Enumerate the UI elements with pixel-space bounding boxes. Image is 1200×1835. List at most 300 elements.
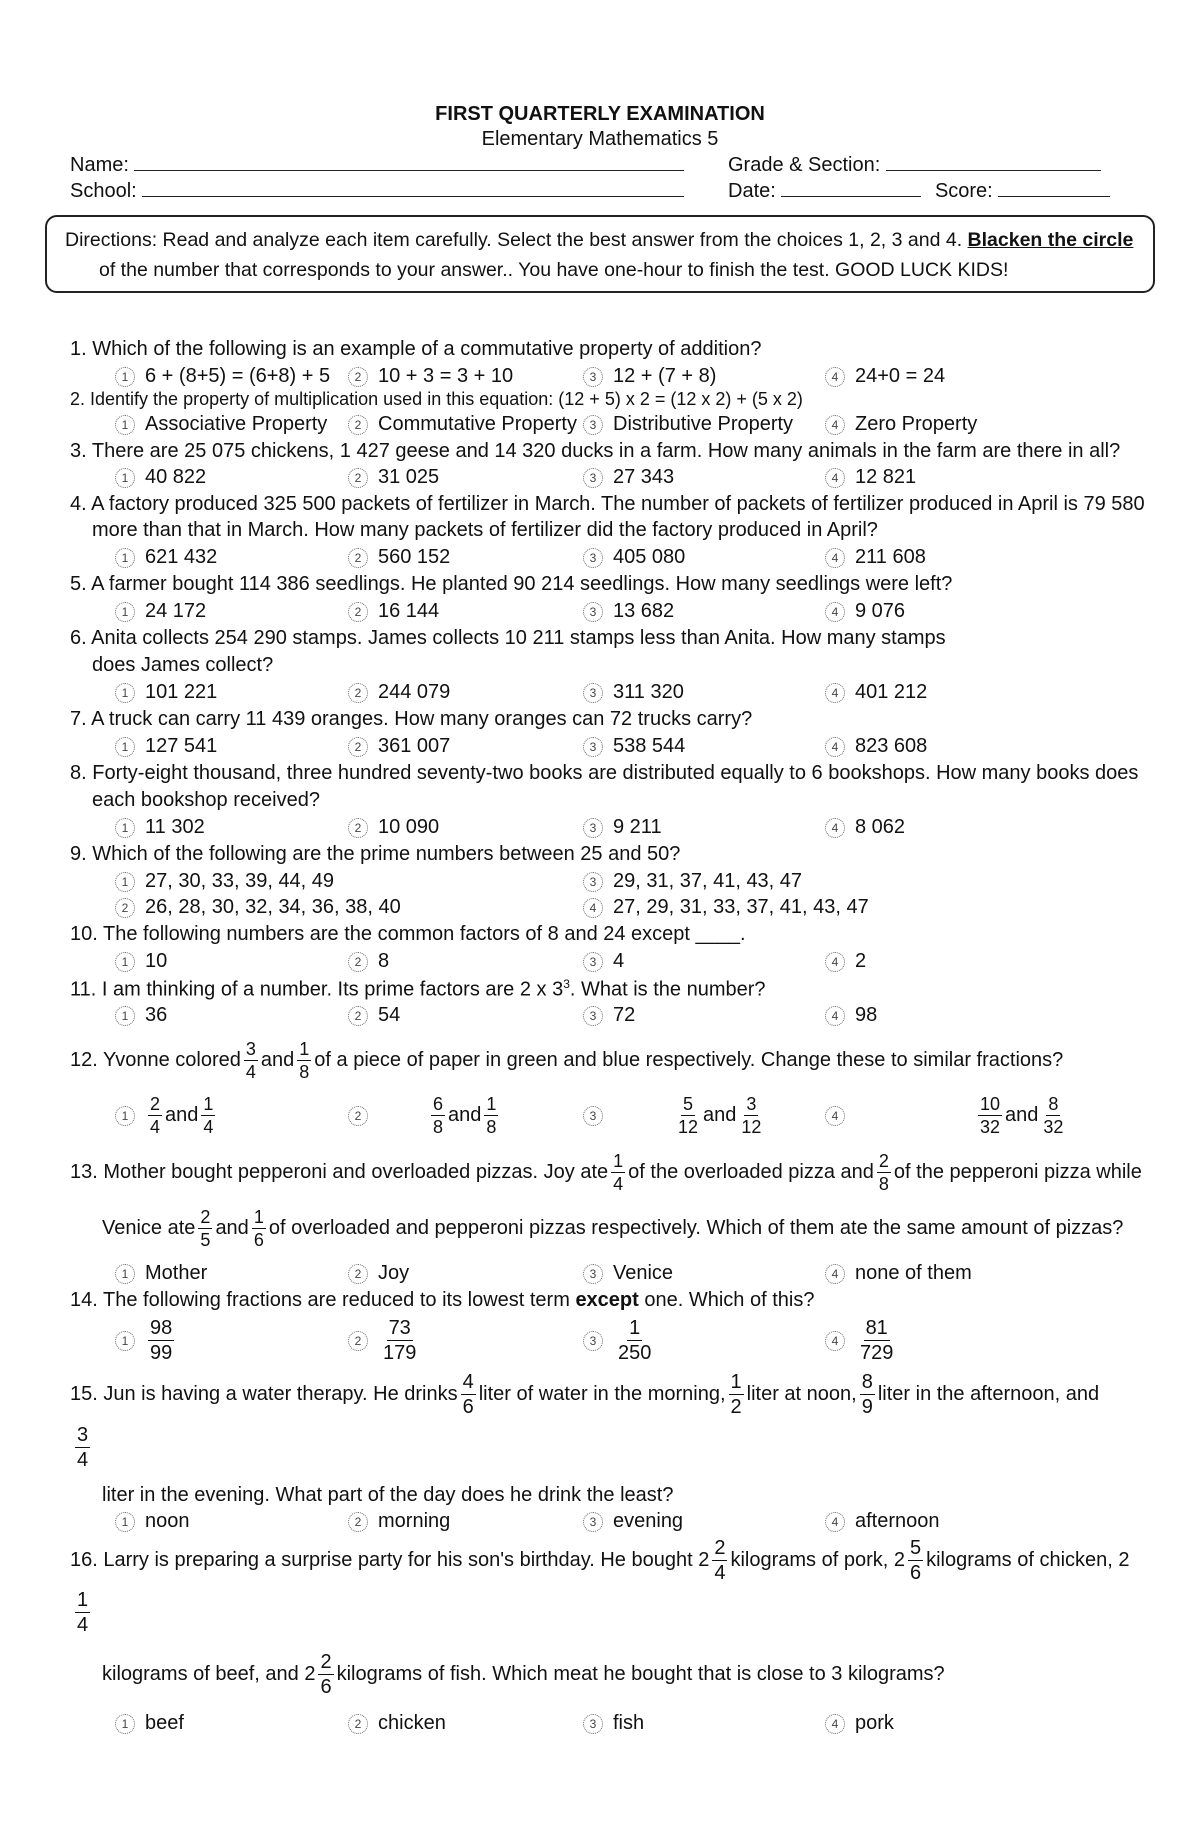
grade-section-line[interactable] — [886, 154, 1101, 171]
q9-option-4[interactable] — [583, 896, 869, 919]
numerator: 2 — [714, 1537, 726, 1559]
q16-trailing-fraction — [72, 1590, 93, 1635]
q5-option-2[interactable] — [348, 600, 439, 623]
answer-bubble[interactable]: 2 — [348, 1512, 368, 1532]
q9-option-3[interactable] — [583, 870, 802, 893]
q4-option-1[interactable] — [115, 546, 217, 569]
q15-trailing-fraction — [72, 1425, 93, 1470]
answer-bubble[interactable]: 4 — [825, 1331, 845, 1351]
q11-option-2[interactable] — [348, 1004, 400, 1027]
denominator: 32 — [980, 1117, 1001, 1137]
numerator: 2 — [200, 1207, 211, 1227]
option-text: 401 212 — [855, 681, 928, 703]
q5-option-3[interactable] — [583, 600, 674, 623]
answer-bubble[interactable]: 1 — [115, 952, 135, 972]
q3-option-4[interactable] — [825, 466, 916, 489]
grade-section-field[interactable] — [728, 154, 1101, 177]
option-text: 9 076 — [855, 600, 906, 622]
denominator: 4 — [77, 1449, 89, 1471]
fraction — [729, 1372, 744, 1417]
q3-option-1[interactable] — [115, 466, 206, 489]
denominator: 2 — [730, 1396, 742, 1418]
exam-title: FIRST QUARTERLY EXAMINATION — [435, 103, 765, 125]
option-text: Associative Property — [145, 413, 328, 435]
directions-line-1 — [65, 229, 1133, 252]
answer-bubble[interactable]: 2 — [348, 1714, 368, 1734]
question-2: 2. Identify the property of multiplication used in this equation: (12 + 5) x 2 = (12 x 2) + (5 x 2) — [70, 389, 803, 409]
q8-option-4[interactable] — [825, 816, 905, 839]
fraction — [712, 1538, 727, 1583]
answer-bubble[interactable]: 2 — [348, 1331, 368, 1351]
denominator: 8 — [433, 1117, 444, 1137]
school-label: School: — [70, 180, 137, 202]
q12-option-4[interactable] — [825, 1095, 1068, 1136]
exponent: 3 — [563, 977, 570, 991]
date-field[interactable] — [728, 180, 1110, 203]
answer-bubble[interactable]: 1 — [115, 602, 135, 622]
answer-bubble[interactable]: 2 — [115, 898, 135, 918]
q6-option-4[interactable] — [825, 681, 927, 704]
option-text: evening — [613, 1510, 684, 1532]
fraction — [75, 1590, 90, 1635]
q1-option-3[interactable] — [583, 365, 716, 388]
q9-option-1[interactable] — [115, 870, 334, 893]
exam-subtitle: Elementary Mathematics 5 — [481, 128, 719, 150]
fraction — [201, 1095, 215, 1136]
question-4-continued: more than that in March. How many packets of fertilizer did the factory produced in April? — [92, 519, 878, 541]
score-line[interactable] — [998, 180, 1110, 197]
numerator: 1 — [253, 1207, 264, 1227]
denominator: 4 — [77, 1614, 89, 1636]
option-text: 10 + 3 = 3 + 10 — [378, 365, 514, 387]
numerator: 3 — [77, 1424, 89, 1446]
question-10: 10. The following numbers are the common factors of 8 and 24 except ____. — [70, 923, 746, 945]
denominator: 9 — [861, 1396, 873, 1418]
option-text: 40 822 — [145, 466, 207, 488]
answer-bubble[interactable]: 3 — [583, 1512, 603, 1532]
answer-bubble[interactable]: 3 — [583, 468, 603, 488]
option-text: noon — [145, 1510, 190, 1532]
question-1: 1. Which of the following is an example of a commutative property of addition? — [70, 338, 762, 360]
answer-bubble[interactable]: 2 — [348, 602, 368, 622]
name-line[interactable] — [134, 154, 684, 171]
fraction — [148, 1318, 174, 1363]
option-text: Mother — [145, 1262, 208, 1284]
option-text: Joy — [378, 1262, 410, 1284]
fraction — [877, 1152, 891, 1193]
denominator: 12 — [741, 1117, 762, 1137]
fraction — [75, 1425, 90, 1470]
grade-section-label: Grade & Section: — [728, 154, 881, 176]
numerator: 98 — [150, 1317, 173, 1339]
option-text: pork — [855, 1712, 894, 1734]
answer-bubble[interactable]: 3 — [583, 683, 603, 703]
denominator: 8 — [486, 1117, 497, 1137]
denominator: 8 — [299, 1062, 310, 1082]
fraction — [908, 1538, 923, 1583]
question-5: 5. A farmer bought 114 386 seedlings. He planted 90 214 seedlings. How many seedlings were left? — [70, 573, 953, 595]
option-text: 24+0 = 24 — [855, 365, 946, 387]
fraction — [978, 1095, 1002, 1136]
directions-line-2: of the number that corresponds to your answer.. You have one-hour to finish the test. GOOD LUCK KIDS! — [99, 259, 1009, 281]
option-text: 54 — [378, 1004, 401, 1026]
answer-bubble[interactable]: 2 — [348, 952, 368, 972]
option-text: 10 090 — [378, 816, 440, 838]
q4-option-4[interactable] — [825, 546, 926, 569]
answer-bubble[interactable]: 3 — [583, 1106, 603, 1126]
q2-option-2[interactable] — [348, 413, 577, 436]
q11-option-1[interactable] — [115, 1004, 167, 1027]
q13-option-2[interactable] — [348, 1262, 409, 1285]
numerator: 6 — [433, 1094, 444, 1114]
denominator: 32 — [1043, 1117, 1064, 1137]
q16-option-3[interactable] — [583, 1712, 644, 1735]
question-text: of a piece of paper in green and blue respectively. Change these to similar fractions? — [314, 1049, 1064, 1071]
q13-option-1[interactable] — [115, 1262, 207, 1285]
answer-bubble[interactable]: 3 — [583, 737, 603, 757]
answer-bubble[interactable]: 2 — [348, 367, 368, 387]
q12-option-3[interactable] — [583, 1095, 766, 1136]
answer-bubble[interactable]: 3 — [583, 952, 603, 972]
question-8: 8. Forty-eight thousand, three hundred seventy-two books are distributed equally to 6 bookshops. How many books does — [70, 762, 1139, 784]
directions-text: Directions: Read and analyze each item carefully. Select the best answer from the choices 1, 2, 3 and 4. — [65, 229, 963, 251]
q15-option-2[interactable] — [348, 1510, 450, 1533]
numerator: 1 — [629, 1317, 641, 1339]
denominator: 12 — [678, 1117, 699, 1137]
answer-bubble[interactable]: 4 — [825, 737, 845, 757]
denominator: 4 — [203, 1117, 214, 1137]
q15-option-3[interactable] — [583, 1510, 683, 1533]
q14-option-1[interactable] — [115, 1318, 177, 1363]
q6-option-1[interactable] — [115, 681, 217, 704]
answer-bubble[interactable]: 1 — [115, 1331, 135, 1351]
option-text: 29, 31, 37, 41, 43, 47 — [613, 870, 803, 892]
answer-bubble[interactable]: 1 — [115, 1006, 135, 1026]
answer-bubble[interactable]: 4 — [825, 1714, 845, 1734]
answer-bubble[interactable]: 3 — [583, 1264, 603, 1284]
q10-option-3[interactable] — [583, 950, 624, 973]
fraction — [484, 1095, 498, 1136]
answer-bubble[interactable]: 1 — [115, 367, 135, 387]
question-text: kilograms of pork, 2 — [730, 1549, 905, 1571]
answer-bubble[interactable]: 1 — [115, 683, 135, 703]
fraction — [611, 1152, 625, 1193]
q6-option-2[interactable] — [348, 681, 450, 704]
option-text: fish — [613, 1712, 645, 1734]
answer-bubble[interactable]: 2 — [348, 683, 368, 703]
answer-bubble[interactable]: 3 — [583, 367, 603, 387]
q14-option-4[interactable] — [825, 1318, 898, 1363]
option-text: 98 — [855, 1004, 878, 1026]
question-16-continued — [102, 1652, 945, 1697]
answer-bubble[interactable]: 2 — [348, 818, 368, 838]
answer-bubble[interactable]: 4 — [825, 818, 845, 838]
q10-option-2[interactable] — [348, 950, 389, 973]
q16-option-2[interactable] — [348, 1712, 446, 1735]
question-text: Venice ate — [102, 1217, 196, 1239]
answer-bubble[interactable]: 1 — [115, 548, 135, 568]
question-6-continued: does James collect? — [92, 654, 274, 676]
answer-bubble[interactable]: 4 — [583, 898, 603, 918]
option-text: and — [703, 1104, 737, 1126]
numerator: 1 — [730, 1371, 742, 1393]
answer-bubble[interactable]: 2 — [348, 737, 368, 757]
denominator: 4 — [245, 1062, 256, 1082]
denominator: 4 — [150, 1117, 161, 1137]
question-8-continued: each bookshop received? — [92, 789, 320, 811]
option-text: 9 211 — [613, 816, 662, 838]
q10-option-1[interactable] — [115, 950, 167, 973]
answer-bubble[interactable]: 3 — [583, 818, 603, 838]
answer-bubble[interactable]: 3 — [583, 602, 603, 622]
q7-option-4[interactable] — [825, 735, 927, 758]
option-text: 16 144 — [378, 600, 440, 622]
fraction — [461, 1372, 476, 1417]
option-text: 12 821 — [855, 466, 917, 488]
question-text: 13. Mother bought pepperoni and overloaded pizzas. Joy ate — [70, 1161, 609, 1183]
q10-option-4[interactable] — [825, 950, 866, 973]
answer-bubble[interactable]: 3 — [583, 1714, 603, 1734]
fraction — [1041, 1095, 1065, 1136]
option-text: 244 079 — [378, 681, 451, 703]
option-text: morning — [378, 1510, 451, 1532]
q15-option-1[interactable] — [115, 1510, 190, 1533]
question-4: 4. A factory produced 325 500 packets of fertilizer in March. The number of packets of fertilizer produced in April is 79 580 — [70, 493, 1145, 515]
numerator: 3 — [245, 1039, 256, 1059]
denominator: 6 — [462, 1396, 474, 1418]
answer-bubble[interactable]: 4 — [825, 1006, 845, 1026]
q7-option-2[interactable] — [348, 735, 450, 758]
question-text: and — [215, 1217, 249, 1239]
option-text: 31 025 — [378, 466, 440, 488]
school-field[interactable] — [70, 180, 684, 203]
fraction — [244, 1040, 258, 1081]
answer-bubble[interactable]: 2 — [348, 1006, 368, 1026]
question-text: 11. I am thinking of a number. Its prime factors are 2 x 3 — [70, 978, 564, 1001]
fraction — [381, 1318, 418, 1363]
option-text: 36 — [145, 1004, 168, 1026]
answer-bubble[interactable]: 2 — [348, 468, 368, 488]
option-text: 6 + (8+5) = (6+8) + 5 — [145, 365, 331, 387]
option-text: chicken — [378, 1712, 446, 1734]
answer-bubble[interactable]: 1 — [115, 1106, 135, 1126]
answer-bubble[interactable]: 2 — [348, 1264, 368, 1284]
denominator: 5 — [200, 1230, 211, 1250]
denominator: 6 — [320, 1676, 332, 1698]
fraction — [297, 1040, 311, 1081]
answer-bubble[interactable]: 4 — [825, 1106, 845, 1126]
q12-option-2[interactable] — [348, 1095, 501, 1136]
question-text: liter in the afternoon, and — [877, 1383, 1100, 1405]
question-3: 3. There are 25 075 chickens, 1 427 geese and 14 320 ducks in a farm. How many animals in the farm are there in all? — [70, 440, 1121, 462]
answer-bubble[interactable]: 2 — [348, 1106, 368, 1126]
q4-option-2[interactable] — [348, 546, 450, 569]
question-15-continued: liter in the evening. What part of the day does he drink the least? — [102, 1484, 674, 1506]
fraction — [198, 1208, 212, 1249]
denominator: 6 — [253, 1230, 264, 1250]
fraction — [860, 1372, 875, 1417]
q16-option-4[interactable] — [825, 1712, 894, 1735]
denominator: 6 — [909, 1562, 922, 1584]
option-text: 11 302 — [145, 816, 205, 838]
option-text: Zero Property — [855, 413, 978, 435]
answer-bubble[interactable]: 4 — [825, 602, 845, 622]
question-16 — [70, 1538, 1130, 1583]
option-text: 72 — [613, 1004, 636, 1026]
answer-bubble[interactable]: 1 — [115, 1264, 135, 1284]
q14-option-3[interactable] — [583, 1318, 656, 1363]
question-text: 15. Jun is having a water therapy. He drinks — [70, 1383, 458, 1405]
question-13 — [70, 1152, 1142, 1193]
score-label: Score: — [934, 180, 993, 202]
q1-option-2[interactable] — [348, 365, 513, 388]
numerator: 5 — [683, 1094, 694, 1114]
numerator: 1 — [613, 1151, 624, 1171]
option-text: 10 — [145, 950, 168, 972]
name-label: Name: — [70, 154, 129, 176]
answer-bubble[interactable]: 4 — [825, 683, 845, 703]
answer-bubble[interactable]: 3 — [583, 1006, 603, 1026]
option-text: 4 — [613, 950, 625, 972]
answer-bubble[interactable]: 3 — [583, 548, 603, 568]
fraction — [252, 1208, 266, 1249]
answer-bubble[interactable]: 4 — [825, 468, 845, 488]
q7-option-1[interactable] — [115, 735, 217, 758]
answer-bubble[interactable]: 1 — [115, 468, 135, 488]
question-text: kilograms of fish. Which meat he bought that is close to 3 kilograms? — [336, 1663, 945, 1685]
q6-option-3[interactable] — [583, 681, 684, 704]
q2-option-3[interactable] — [583, 413, 793, 436]
name-field[interactable] — [70, 154, 684, 177]
answer-bubble[interactable]: 4 — [825, 1264, 845, 1284]
option-text: 621 432 — [145, 546, 218, 568]
denominator: 179 — [383, 1342, 417, 1364]
q12-option-1[interactable] — [115, 1095, 218, 1136]
numerator: 8 — [861, 1371, 873, 1393]
numerator: 1 — [299, 1039, 310, 1059]
q11-option-3[interactable] — [583, 1004, 635, 1027]
answer-bubble[interactable]: 4 — [825, 548, 845, 568]
denominator: 4 — [613, 1174, 624, 1194]
q3-option-3[interactable] — [583, 466, 674, 489]
question-11 — [70, 977, 766, 1002]
q1-option-4[interactable] — [825, 365, 945, 388]
answer-bubble[interactable]: 1 — [115, 1512, 135, 1532]
option-text: beef — [145, 1712, 184, 1734]
q5-option-4[interactable] — [825, 600, 905, 623]
answer-bubble[interactable]: 4 — [825, 952, 845, 972]
q11-option-4[interactable] — [825, 1004, 877, 1027]
fraction — [148, 1095, 162, 1136]
school-line[interactable] — [142, 180, 684, 197]
q16-option-1[interactable] — [115, 1712, 184, 1735]
question-text: 16. Larry is preparing a surprise party for his son's birthday. He bought 2 — [70, 1549, 710, 1571]
answer-bubble[interactable]: 3 — [583, 1331, 603, 1351]
q2-option-1[interactable] — [115, 413, 327, 436]
answer-bubble[interactable]: 4 — [825, 415, 845, 435]
answer-bubble[interactable]: 2 — [348, 548, 368, 568]
q8-option-1[interactable] — [115, 816, 205, 839]
answer-bubble[interactable]: 1 — [115, 415, 135, 435]
answer-bubble[interactable]: 1 — [115, 872, 135, 892]
numerator: 1 — [486, 1094, 497, 1114]
q8-option-2[interactable] — [348, 816, 439, 839]
answer-bubble[interactable]: 4 — [825, 367, 845, 387]
option-text: and — [1005, 1104, 1039, 1126]
option-text: 8 — [378, 950, 390, 972]
q7-option-3[interactable] — [583, 735, 685, 758]
directions-emphasis: Blacken the circle — [967, 229, 1134, 251]
answer-bubble[interactable]: 1 — [115, 818, 135, 838]
question-text: kilograms of beef, and 2 — [102, 1663, 316, 1685]
question-14 — [70, 1289, 814, 1312]
option-text: 24 172 — [145, 600, 207, 622]
q2-option-4[interactable] — [825, 413, 977, 436]
answer-bubble[interactable]: 3 — [583, 415, 603, 435]
denominator: 8 — [878, 1174, 889, 1194]
question-text: kilograms of chicken, 2 — [926, 1549, 1130, 1571]
q3-option-2[interactable] — [348, 466, 439, 489]
option-text: Venice — [613, 1262, 674, 1284]
option-text: none of them — [855, 1262, 972, 1284]
question-text: of the overloaded pizza and — [628, 1161, 874, 1183]
numerator: 5 — [909, 1537, 922, 1559]
question-12 — [70, 1040, 1063, 1081]
option-text: 127 541 — [145, 735, 218, 757]
q13-option-3[interactable] — [583, 1262, 673, 1285]
q15-option-4[interactable] — [825, 1510, 940, 1533]
denominator: 99 — [150, 1342, 173, 1364]
question-text: of overloaded and pepperoni pizzas respectively. Which of them ate the same amount of pizzas? — [268, 1217, 1124, 1239]
denominator: 4 — [714, 1562, 726, 1584]
question-text: . What is the number? — [569, 978, 766, 1001]
denominator: 250 — [618, 1342, 652, 1364]
numerator: 1 — [203, 1094, 214, 1114]
option-text: 27, 29, 31, 33, 37, 41, 43, 47 — [613, 896, 869, 918]
answer-bubble[interactable]: 1 — [115, 737, 135, 757]
option-text: 560 152 — [378, 546, 451, 568]
question-text: and — [260, 1049, 295, 1071]
q9-option-2[interactable] — [115, 896, 401, 919]
answer-bubble[interactable]: 2 — [348, 415, 368, 435]
fraction — [858, 1318, 895, 1363]
answer-bubble[interactable]: 1 — [115, 1714, 135, 1734]
q1-option-1[interactable] — [115, 365, 330, 388]
date-line[interactable] — [781, 180, 921, 197]
answer-bubble[interactable]: 3 — [583, 872, 603, 892]
q4-option-3[interactable] — [583, 546, 685, 569]
q13-option-4[interactable] — [825, 1262, 972, 1285]
option-text: afternoon — [855, 1510, 940, 1532]
option-text: 311 320 — [613, 681, 684, 703]
numerator: 2 — [878, 1151, 889, 1171]
numerator: 10 — [980, 1094, 1001, 1114]
question-15 — [70, 1372, 1099, 1417]
question-text: of the pepperoni pizza while — [893, 1161, 1142, 1183]
q14-option-2[interactable] — [348, 1318, 421, 1363]
denominator: 729 — [860, 1342, 894, 1364]
option-text: 8 062 — [855, 816, 906, 838]
question-text: 12. Yvonne colored — [70, 1049, 241, 1071]
question-9: 9. Which of the following are the prime numbers between 25 and 50? — [70, 843, 681, 865]
q8-option-3[interactable] — [583, 816, 662, 839]
q5-option-1[interactable] — [115, 600, 206, 623]
option-text: 27, 30, 33, 39, 44, 49 — [145, 870, 335, 892]
numerator: 1 — [77, 1589, 89, 1611]
numerator: 2 — [320, 1651, 332, 1673]
numerator: 73 — [388, 1317, 411, 1339]
answer-bubble[interactable]: 4 — [825, 1512, 845, 1532]
